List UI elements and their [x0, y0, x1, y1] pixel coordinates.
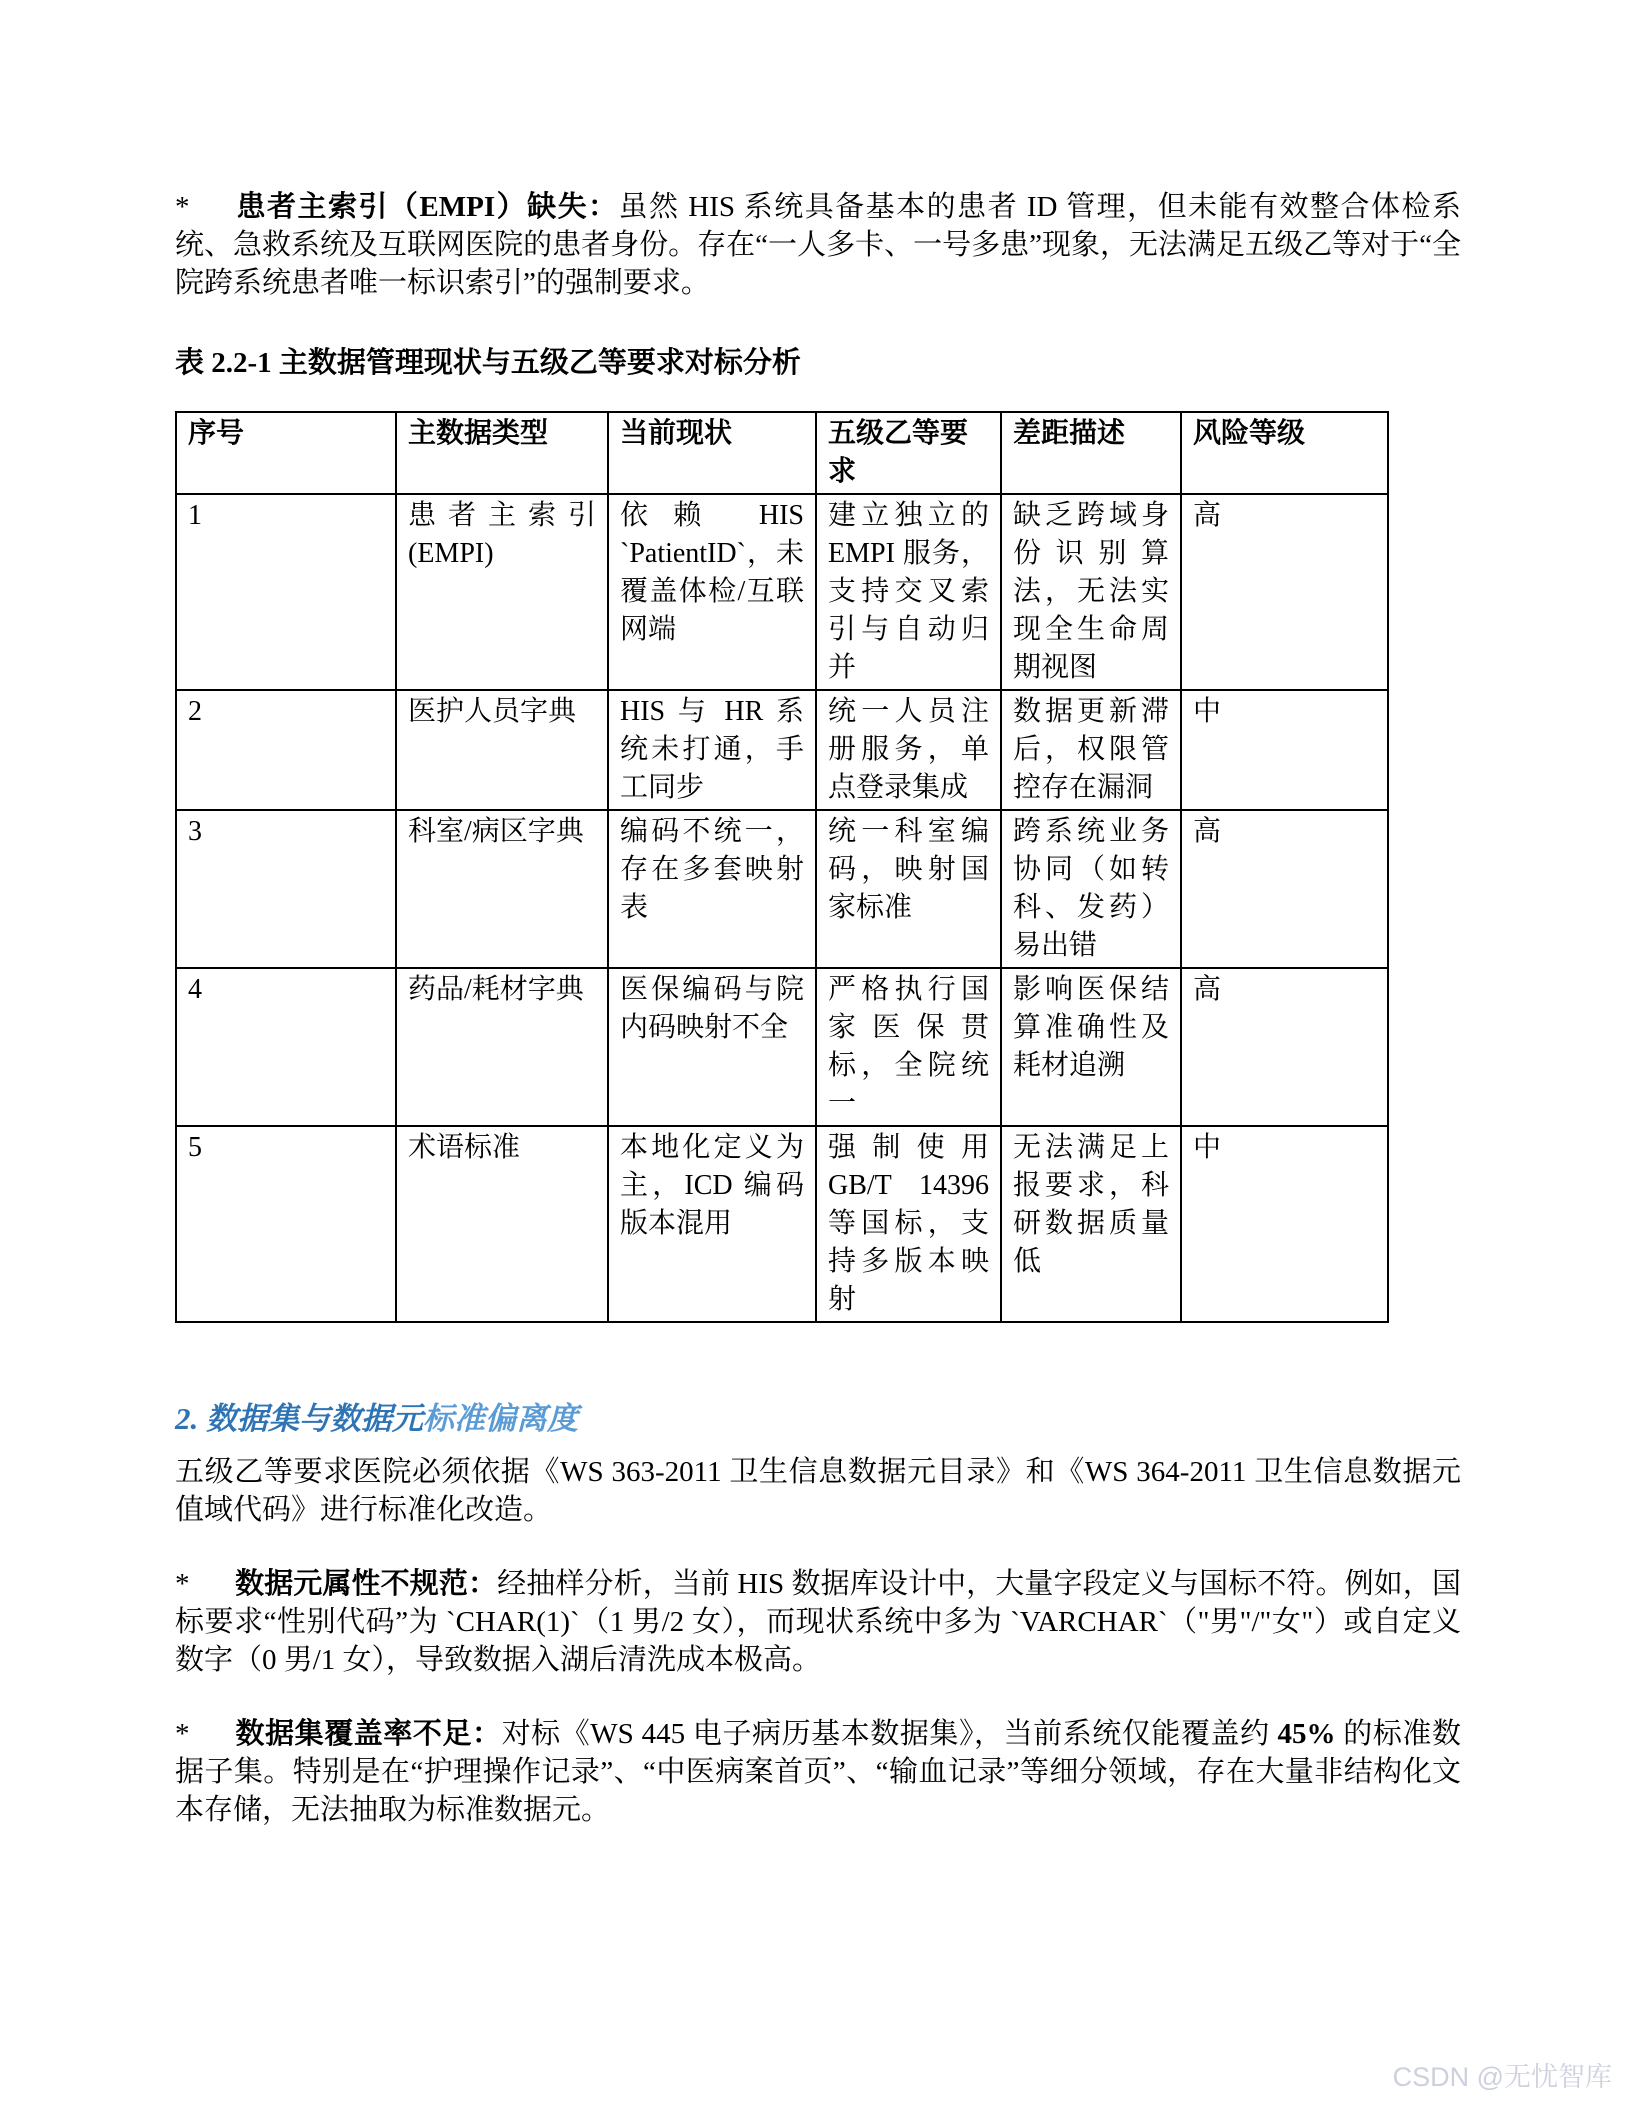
cell-requirement: 建立独立的 EMPI 服务，支持交叉索引与自动归并 — [816, 494, 1001, 690]
table-caption: 表 2.2-1 主数据管理现状与五级乙等要求对标分析 — [175, 347, 801, 379]
cell-gap: 跨系统业务协同（如转科、发药）易出错 — [1001, 810, 1181, 968]
cell-type: 药品/耗材字典 — [396, 968, 608, 1126]
cell-requirement: 强制使用 GB/T 14396 等国标，支持多版本映射 — [816, 1126, 1001, 1322]
paragraph-attr-body: 经抽样分析，当前 HIS 数据库设计中，大量字段定义与国标不符。例如，国标要求“性别代码”为 `CHAR(1)`（1 男/2 女），而现状系统中多为 `VARCHAR`（"男"/"女"）或自定义数字（0 男/1 女），导致数据入湖后清洗成本极高。 — [175, 1568, 1461, 1676]
paragraph-ws-standards: 五级乙等要求医院必须依据《WS 363-2011 卫生信息数据元目录》和《WS 364-2011 卫生信息数据元值域代码》进行标准化改造。 — [175, 1456, 1461, 1526]
bullet-marker: * — [175, 191, 190, 223]
cell-risk: 中 — [1181, 690, 1388, 810]
paragraph-empi-body: 虽然 HIS 系统具备基本的患者 ID 管理，但未能有效整合体检系统、急救系统及互联网医院的患者身份。存在“一人多卡、一号多患”现象，无法满足五级乙等对于“全院跨系统患者唯一标识索引”的强制要求。 — [175, 191, 1461, 299]
cell-requirement: 统一人员注册服务，单点登录集成 — [816, 690, 1001, 810]
bullet-marker: * — [175, 1718, 190, 1750]
cell-type: 医护人员字典 — [396, 690, 608, 810]
cell-seq: 2 — [176, 690, 396, 810]
coverage-percent: 45% — [1277, 1718, 1336, 1750]
cell-current: HIS 与 HR 系统未打通，手工同步 — [608, 690, 816, 810]
cell-risk: 高 — [1181, 494, 1388, 690]
section-heading-primary: 2. 数据集与数据元 — [175, 1401, 423, 1436]
table-row — [176, 968, 1388, 1126]
bullet-marker: * — [175, 1568, 190, 1600]
col-header-type: 主数据类型 — [396, 412, 608, 494]
table-row — [176, 494, 1388, 690]
cell-risk: 高 — [1181, 968, 1388, 1126]
paragraph-empi — [175, 188, 1461, 302]
table-row — [176, 1126, 1388, 1322]
cell-type: 患者主索引(EMPI) — [396, 494, 608, 690]
cell-gap: 数据更新滞后，权限管控存在漏洞 — [1001, 690, 1181, 810]
paragraph-coverage-body1: 对标《WS 445 电子病历基本数据集》，当前系统仅能覆盖约 — [501, 1718, 1278, 1750]
table-row — [176, 810, 1388, 968]
cell-risk: 高 — [1181, 810, 1388, 968]
cell-seq: 5 — [176, 1126, 396, 1322]
cell-gap: 缺乏跨域身份识别算法，无法实现全生命周期视图 — [1001, 494, 1181, 690]
cell-risk: 中 — [1181, 1126, 1388, 1322]
paragraph-coverage — [175, 1715, 1461, 1829]
cell-current: 依赖 HIS `PatientID`，未覆盖体检/互联网端 — [608, 494, 816, 690]
cell-requirement: 严格执行国家医保贯标，全院统一 — [816, 968, 1001, 1126]
paragraph-coverage-lead: 数据集覆盖率不足： — [235, 1718, 502, 1750]
section-heading-secondary: 标准偏离度 — [423, 1401, 578, 1436]
cell-requirement: 统一科室编码，映射国家标准 — [816, 810, 1001, 968]
cell-seq: 3 — [176, 810, 396, 968]
master-data-table — [175, 411, 1389, 1323]
col-header-current: 当前现状 — [608, 412, 816, 494]
cell-gap: 影响医保结算准确性及耗材追溯 — [1001, 968, 1181, 1126]
cell-type: 科室/病区字典 — [396, 810, 608, 968]
paragraph-coverage-body2: 的标准数据子集。特别是在“护理操作记录”、“中医病案首页”、“输血记录”等细分领域，存在大量非结构化文本存储，无法抽取为标准数据元。 — [175, 1718, 1461, 1826]
cell-current: 编码不统一，存在多套映射表 — [608, 810, 816, 968]
paragraph-attr-lead: 数据元属性不规范： — [235, 1568, 498, 1600]
cell-current: 医保编码与院内码映射不全 — [608, 968, 816, 1126]
paragraph-attr — [175, 1565, 1461, 1679]
cell-seq: 1 — [176, 494, 396, 690]
table-row — [176, 690, 1388, 810]
document-content — [175, 0, 1461, 1829]
cell-seq: 4 — [176, 968, 396, 1126]
paragraph-empi-lead: 患者主索引（EMPI）缺失： — [235, 191, 619, 223]
cell-gap: 无法满足上报要求，科研数据质量低 — [1001, 1126, 1181, 1322]
table-header-row — [176, 412, 1388, 494]
cell-type: 术语标准 — [396, 1126, 608, 1322]
col-header-risk: 风险等级 — [1181, 412, 1388, 494]
section-heading-2 — [175, 1399, 1461, 1439]
csdn-watermark: CSDN @无忧智库 — [1392, 2062, 1612, 2092]
col-header-seq: 序号 — [176, 412, 396, 494]
col-header-gap: 差距描述 — [1001, 412, 1181, 494]
cell-current: 本地化定义为主，ICD 编码版本混用 — [608, 1126, 816, 1322]
col-header-requirement: 五级乙等要求 — [816, 412, 1001, 494]
